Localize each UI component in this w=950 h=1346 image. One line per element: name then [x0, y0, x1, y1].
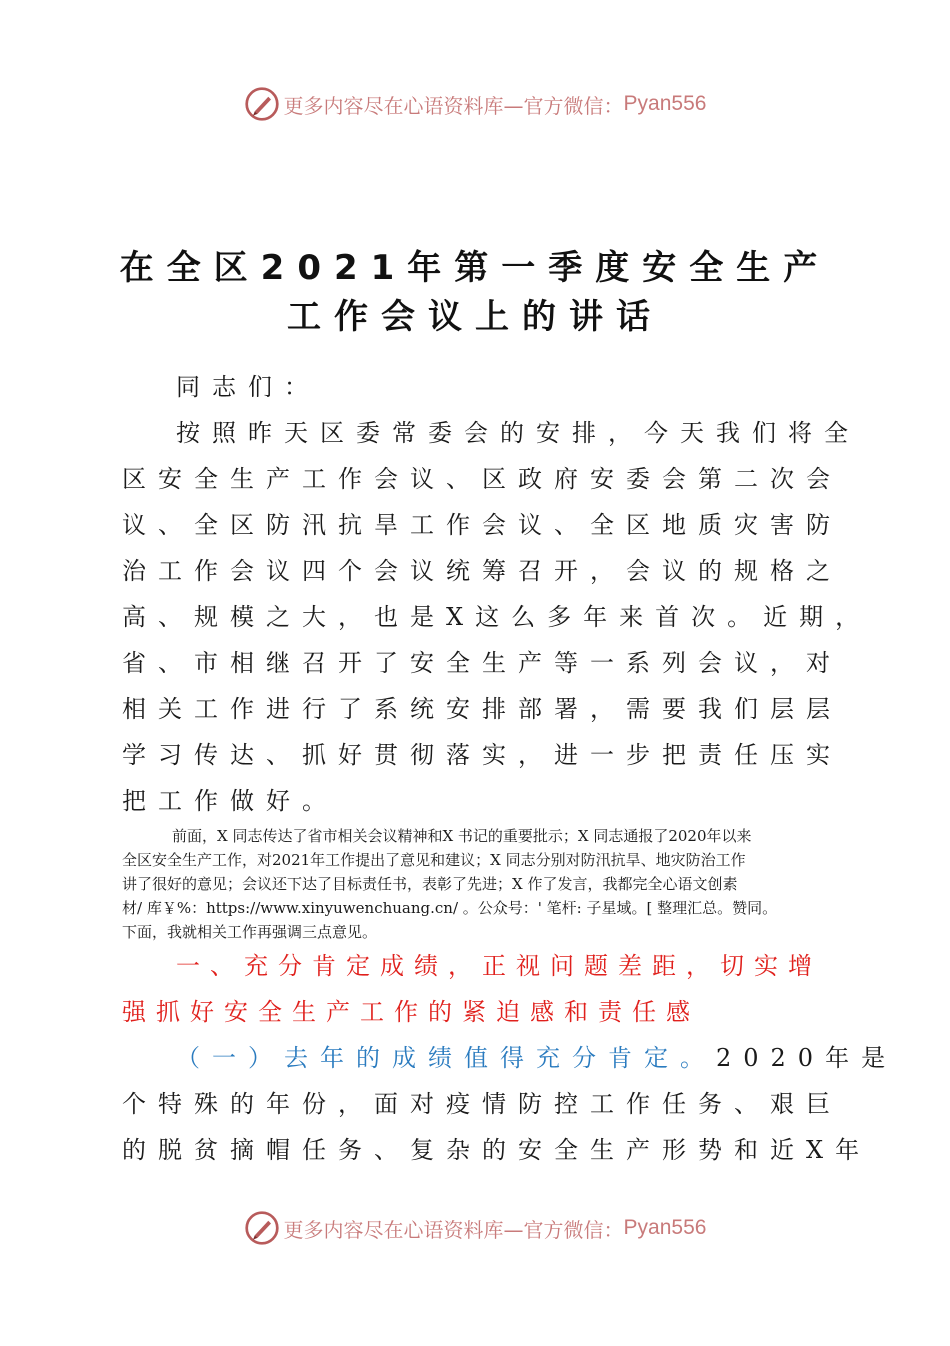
- document-title-line2: 工作会议上的讲话: [287, 297, 663, 337]
- paragraph-line: 按照昨天区委常委会的安排，今天我们将全: [176, 419, 860, 447]
- paragraph-line: 相关工作进行了系统安排部署，需要我们层层: [122, 695, 842, 723]
- salutation: 同志们：: [176, 373, 320, 401]
- small-paragraph-line: 前面，X 同志传达了省市相关会议精神和X 书记的重要批示；X 同志通报了2020年以来: [172, 827, 752, 845]
- watermark-banner-bottom: [0, 1208, 950, 1248]
- subsection-line: [176, 1043, 898, 1073]
- pen-logo-icon: [244, 86, 280, 122]
- paragraph-line: 学习传达、抓好贯彻落实，进一步把责任压实: [122, 741, 842, 769]
- watermark-banner-top: [0, 84, 950, 124]
- watermark-wechat-id: Pyan556: [623, 1216, 707, 1239]
- section-heading-line: 一、充分肯定成绩，正视问题差距，切实增: [176, 952, 822, 980]
- watermark-text: 更多内容尽在心语资料库—官方微信：: [283, 93, 624, 118]
- subsection-text: 2020年是: [716, 1044, 898, 1072]
- watermark-text: 更多内容尽在心语资料库—官方微信：: [283, 1217, 624, 1242]
- paragraph-line: 个特殊的年份，面对疫情防控工作任务、艰巨: [122, 1090, 842, 1118]
- small-paragraph-line: 材/ 库￥%：https://www.xinyuwenchuang.cn/ 。公众号：' 笔杆: 子星域。[ 整理汇总。赞同。: [122, 899, 778, 917]
- paragraph-line: 议、全区防汛抗旱工作会议、全区地质灾害防: [122, 511, 842, 539]
- watermark-wechat-id: Pyan556: [623, 92, 707, 115]
- paragraph-line: 区安全生产工作会议、区政府安委会第二次会: [122, 465, 842, 493]
- small-paragraph-line: 讲了很好的意见；会议还下达了目标责任书，表彰了先进；X 作了发言，我都完全心语文创素: [122, 875, 738, 893]
- section-heading-line: 强抓好安全生产工作的紧迫感和责任感: [122, 998, 700, 1026]
- paragraph-line: 治工作会议四个会议统筹召开，会议的规格之: [122, 557, 842, 585]
- subsection-heading: （一）去年的成绩值得充分肯定。: [176, 1044, 716, 1072]
- small-paragraph-line: 下面，我就相关工作再强调三点意见。: [122, 923, 378, 941]
- small-paragraph-line: 全区安全生产工作，对2021年工作提出了意见和建议；X 同志分别对防汛抗旱、地灾防治工作: [122, 851, 746, 869]
- paragraph-line: 把工作做好。: [122, 787, 338, 815]
- paragraph-line: 省、市相继召开了安全生产等一系列会议，对: [122, 649, 842, 677]
- document-title-line1: 在全区2021年第一季度安全生产: [119, 248, 831, 288]
- paragraph-line: 的脱贫摘帽任务、复杂的安全生产形势和近X年: [122, 1136, 872, 1164]
- pen-logo-icon: [244, 1210, 280, 1246]
- paragraph-line: 高、规模之大，也是X这么多年来首次。近期，: [122, 603, 872, 631]
